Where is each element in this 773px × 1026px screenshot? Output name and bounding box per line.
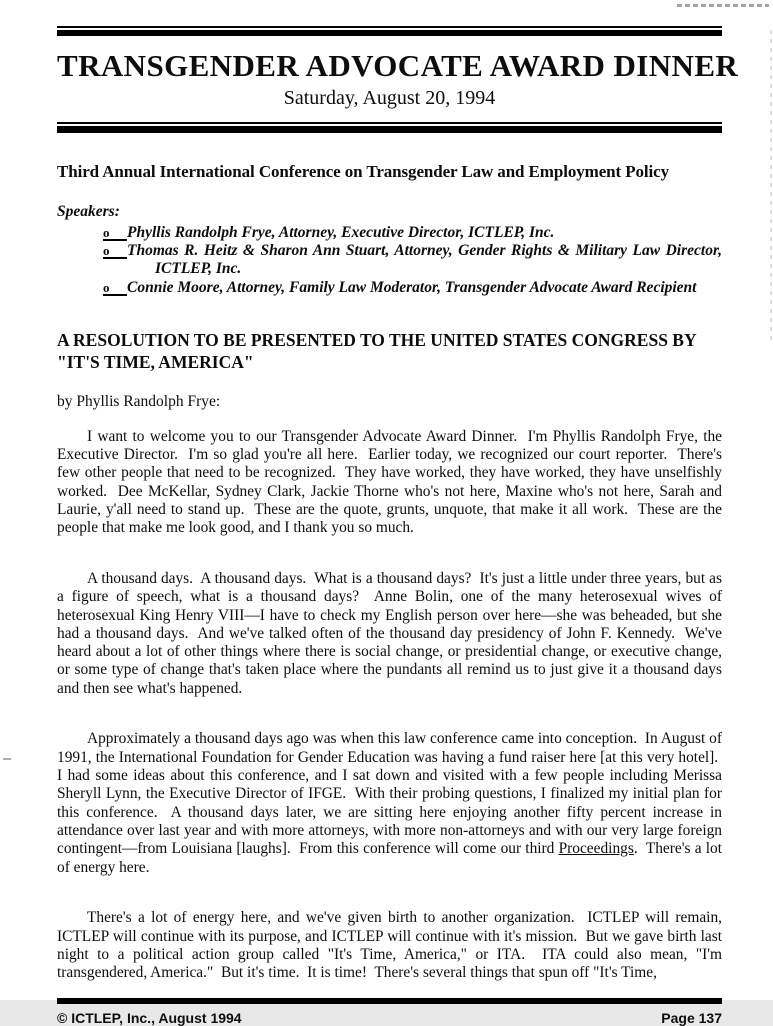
- footer-rule: [57, 998, 722, 1004]
- page-footer: [57, 998, 722, 1026]
- section-heading: A RESOLUTION TO BE PRESENTED TO THE UNITED STATES CONGRESS BY "IT'S TIME, AMERICA": [57, 329, 696, 372]
- scan-artifact-left-dash: [3, 758, 11, 760]
- speaker-bullet: o: [103, 281, 127, 296]
- speakers-label: Speakers:: [57, 203, 120, 220]
- top-double-rule: [57, 26, 722, 36]
- byline: by Phyllis Randolph Frye:: [57, 392, 221, 410]
- speaker-text: Phyllis Randolph Frye, Attorney, Executive Director, ICTLEP, Inc.: [127, 224, 555, 241]
- speaker-bullet: o: [103, 226, 127, 241]
- event-date: Saturday, August 20, 1994: [283, 87, 496, 109]
- list-item: [57, 279, 722, 297]
- speaker-text: Thomas R. Heitz & Sharon Ann Stuart, Attorney, Gender Rights & Military Law Director, ICTLEP, Inc.: [127, 242, 722, 278]
- paragraph-1: I want to welcome you to our Transgender Advocate Award Dinner. I'm Phyllis Randolph Frye, the Executive Director. I'm so glad you're all here. Earlier today, we recognized our court reporter. There's few other people that need to be recognized. They have worked, they have worked, they have unselfishly worked. Dee McKellar, Sydney Clark, Jackie Thorne who's not here, Maxine who's not here, Sarah and Laurie, y'all need to stand up. These are the quote, grunts, unquote, that make it all work. These are the people that make me look good, and I thank you so much.: [57, 427, 722, 537]
- list-item: [57, 242, 722, 278]
- page-number: Page 137: [661, 1009, 722, 1026]
- paragraph-3-text: Approximately a thousand days ago was when this law conference came into conception. In August of 1991, the International Foundation for Gender Education was having a fund raiser here [at this very hotel]. I had some ideas about this conference, and I sat down and visited with a few people including Merissa Sheryll Lynn, the Executive Director of IFGE. With their probing questions, I finalized my initial plan for this conference. A thousand days later, we are sitting here enjoying another fifty percent increase in attendance over last year and with more attorneys, with more non-attorneys and with our very large foreign contingent—from Louisiana [laughs]. From this conference will come our third: [57, 730, 722, 858]
- paragraph-2: A thousand days. A thousand days. What is a thousand days? It's just a little under three years, but as a figure of speech, what is a thousand days? Anne Bolin, one of the many heterosexual wives of heterosexual King Henry VIII—I have to check my English person over here—she was beheaded, but she had a thousand days. And we've talked often of the thousand day presidency of John F. Kennedy. We've heard about a lot of other things where there is social change, or presidential change, or executive change, or some type of change that's taken place where the pundants all remind us to just give it a thousand days and then see what's happened.: [57, 569, 722, 697]
- speakers-list: [57, 224, 722, 297]
- scan-artifact-right-edge: [770, 30, 772, 340]
- scan-artifact-top-right: [677, 4, 769, 7]
- conference-title: Third Annual International Conference on Transgender Law and Employment Policy: [57, 162, 669, 181]
- paragraph-3: [57, 730, 722, 876]
- speaker-bullet: o: [103, 244, 127, 259]
- copyright-notice: © ICTLEP, Inc., August 1994: [57, 1009, 242, 1026]
- list-item: [57, 224, 722, 242]
- page-title: TRANSGENDER ADVOCATE AWARD DINNER: [57, 48, 739, 83]
- proceedings-underlined: Proceedings: [558, 840, 634, 858]
- speaker-text: Connie Moore, Attorney, Family Law Moderator, Transgender Advocate Award Recipient: [127, 278, 697, 296]
- paragraph-4: There's a lot of energy here, and we've given birth to another organization. ICTLEP will remain, ICTLEP will continue with its purpose, and ICTLEP will continue with it's mission. But we gave birth last night to a political action group called "It's Time, America," or ITA. ITA could also mean, "I'm transgendered, America." But it's time. It is time! There's several things that spun off "It's Time,: [57, 909, 722, 982]
- masthead-bottom-rule: [57, 122, 722, 133]
- paragraph-3-tail: . There's a lot of energy here.: [57, 840, 722, 876]
